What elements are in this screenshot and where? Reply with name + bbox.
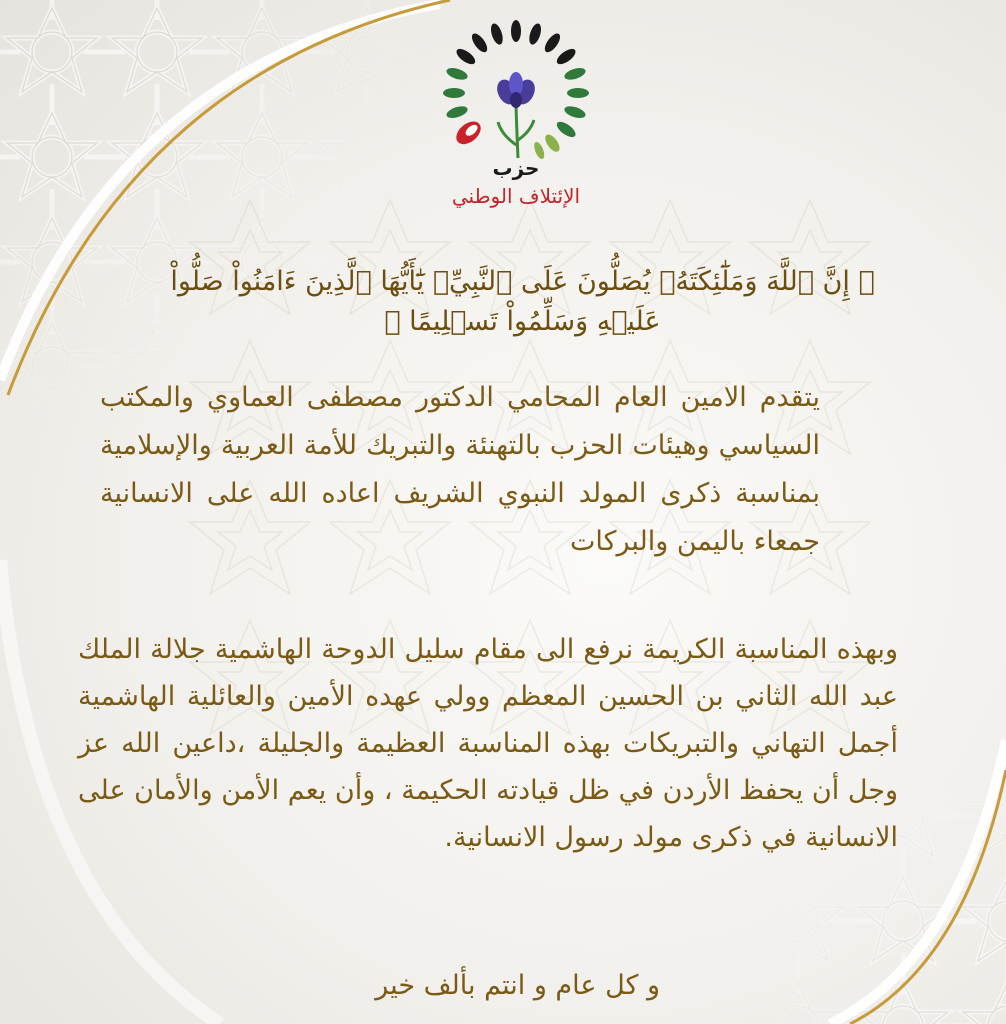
greeting-paragraph-1: يتقدم الامين العام المحامي الدكتور مصطفى العماوي والمكتب السياسي وهيئات الحزب بالتهنئة والتبريك للأمة العربية والإسلامية بمناسبة ذكرى المولد النبوي الشريف اعاده الله على الانسانية جمعاء باليمن والبركات: [100, 382, 820, 557]
greeting-paragraph-2: وبهذه المناسبة الكريمة نرفع الى مقام سليل الدوحة الهاشمية جلالة الملك عبد الله الثاني بن الحسين المعظم وولي عهده الأمين والعائلية الهاشمية أجمل التهاني والتبريكات بهذه المناسبة العظيمة والجليلة ،داعين الله عز وجل أن يحفظ الأردن في ظل قيادته الحكيمة ، وأن يعم الأمن والأمان على الانسانية في ذكرى مولد رسول الانسانية.: [78, 634, 898, 853]
logo-party-name: الإئتلاف الوطني: [451, 184, 581, 208]
wreath-emblem-icon: [436, 18, 596, 168]
quranic-verse: ﴿ إِنَّ ٱللَّهَ وَمَلَٰٓئِكَتَهُۥ يُصَلُّونَ عَلَى ٱلنَّبِيِّۚ يَٰٓأَيُّهَا ٱلَّذِينَ ءَامَنُواْ صَلُّواْ عَلَيۡهِ وَسَلِّمُواْ تَسۡلِيمًا ﴾: [170, 266, 875, 337]
logo-party-label: حزب: [492, 156, 540, 180]
closing-wishes: و كل عام و انتم بألف خير: [375, 970, 660, 1001]
party-logo: [436, 18, 596, 218]
